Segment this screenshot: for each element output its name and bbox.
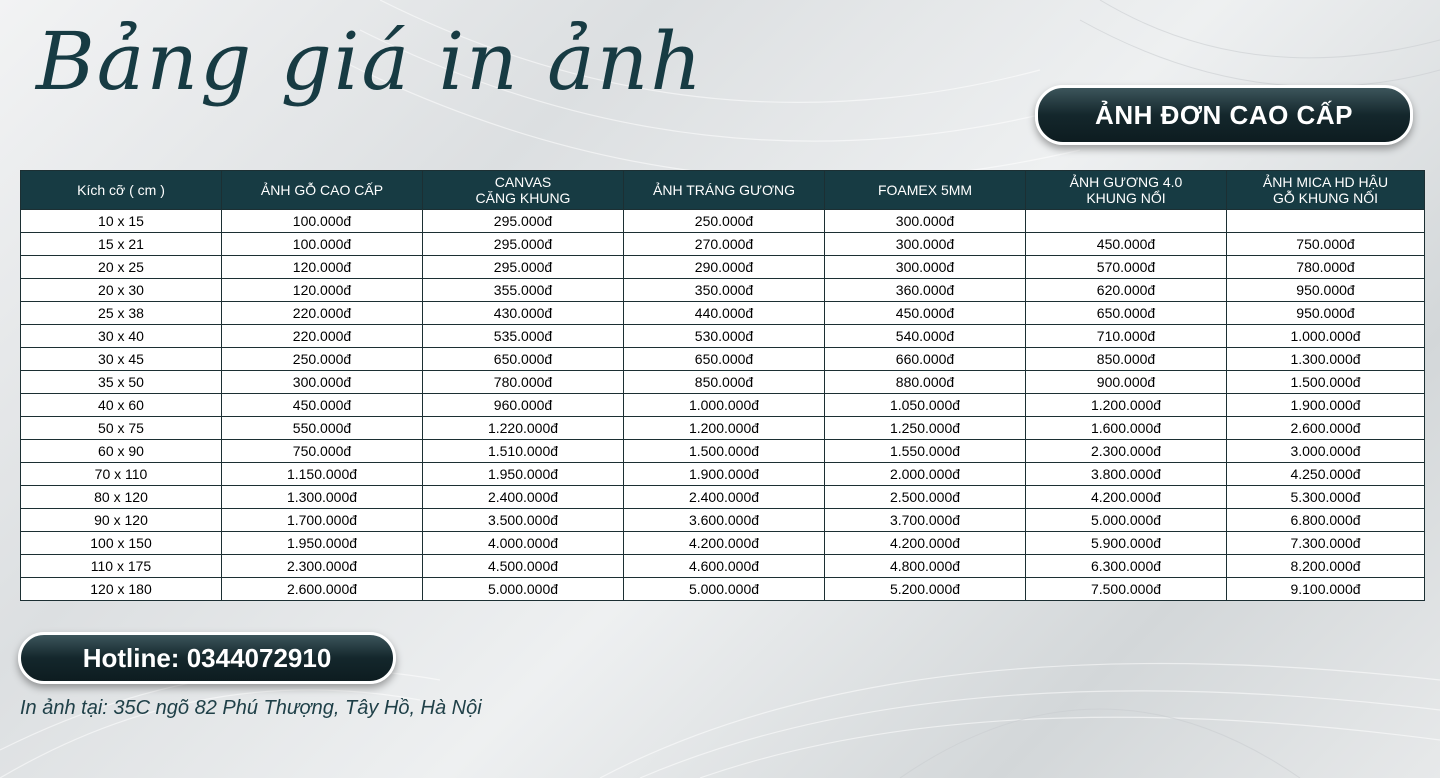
column-header-line: CANVAS [494, 174, 552, 190]
price-cell: 4.800.000đ [825, 555, 1026, 578]
price-cell: 1.300.000đ [1227, 348, 1425, 371]
table-header-row [21, 171, 1425, 210]
price-cell: 530.000đ [624, 325, 825, 348]
hotline-badge: Hotline: 0344072910 [18, 632, 396, 684]
price-cell: 950.000đ [1227, 302, 1425, 325]
price-cell: 220.000đ [222, 325, 423, 348]
price-cell: 1.250.000đ [825, 417, 1026, 440]
price-cell: 2.000.000đ [825, 463, 1026, 486]
price-cell: 7.300.000đ [1227, 532, 1425, 555]
price-cell: 360.000đ [825, 279, 1026, 302]
size-cell: 40 x 60 [21, 394, 222, 417]
size-cell: 80 x 120 [21, 486, 222, 509]
size-cell: 50 x 75 [21, 417, 222, 440]
price-cell: 1.550.000đ [825, 440, 1026, 463]
price-cell: 355.000đ [423, 279, 624, 302]
address-text: In ảnh tại: 35C ngõ 82 Phú Thượng, Tây Hồ, Hà Nội [20, 697, 482, 719]
price-cell: 7.500.000đ [1026, 578, 1227, 601]
price-cell: 9.100.000đ [1227, 578, 1425, 601]
price-cell: 3.000.000đ [1227, 440, 1425, 463]
price-cell: 100.000đ [222, 210, 423, 233]
size-cell: 110 x 175 [21, 555, 222, 578]
price-cell: 1.200.000đ [624, 417, 825, 440]
column-header [423, 171, 624, 210]
page-title: Bảng giá in ảnh [36, 15, 704, 108]
price-cell: 4.600.000đ [624, 555, 825, 578]
price-cell: 570.000đ [1026, 256, 1227, 279]
column-header-line: ẢNH GỖ CAO CẤP [260, 182, 384, 198]
price-cell: 120.000đ [222, 256, 423, 279]
price-cell: 1.000.000đ [1227, 325, 1425, 348]
price-cell: 1.600.000đ [1026, 417, 1227, 440]
price-cell [1026, 210, 1227, 233]
column-header-line: GỖ KHUNG NỔI [1272, 190, 1378, 206]
price-cell: 1.700.000đ [222, 509, 423, 532]
price-cell: 4.500.000đ [423, 555, 624, 578]
price-cell: 1.900.000đ [1227, 394, 1425, 417]
price-cell: 540.000đ [825, 325, 1026, 348]
price-cell: 4.200.000đ [624, 532, 825, 555]
price-cell: 1.900.000đ [624, 463, 825, 486]
price-cell: 960.000đ [423, 394, 624, 417]
column-header [21, 171, 222, 210]
price-cell: 6.800.000đ [1227, 509, 1425, 532]
price-cell: 5.000.000đ [423, 578, 624, 601]
price-cell: 300.000đ [825, 210, 1026, 233]
price-cell: 2.300.000đ [1026, 440, 1227, 463]
price-cell: 3.700.000đ [825, 509, 1026, 532]
table-row [21, 256, 1425, 279]
price-cell: 100.000đ [222, 233, 423, 256]
price-cell: 3.800.000đ [1026, 463, 1227, 486]
price-cell: 4.200.000đ [825, 532, 1026, 555]
price-cell: 1.510.000đ [423, 440, 624, 463]
price-cell: 3.500.000đ [423, 509, 624, 532]
price-cell: 660.000đ [825, 348, 1026, 371]
size-cell: 10 x 15 [21, 210, 222, 233]
table-row [21, 325, 1425, 348]
price-cell: 650.000đ [423, 348, 624, 371]
price-cell: 4.250.000đ [1227, 463, 1425, 486]
size-cell: 100 x 150 [21, 532, 222, 555]
size-cell: 60 x 90 [21, 440, 222, 463]
price-cell: 350.000đ [624, 279, 825, 302]
price-cell: 620.000đ [1026, 279, 1227, 302]
category-badge: ẢNH ĐƠN CAO CẤP [1035, 85, 1413, 145]
price-cell: 5.200.000đ [825, 578, 1026, 601]
table-row [21, 302, 1425, 325]
price-cell: 950.000đ [1227, 279, 1425, 302]
price-cell: 450.000đ [222, 394, 423, 417]
price-table [20, 170, 1425, 601]
price-cell: 1.000.000đ [624, 394, 825, 417]
price-cell: 5.300.000đ [1227, 486, 1425, 509]
column-header-line: ẢNH TRÁNG GƯƠNG [653, 182, 795, 198]
table-row [21, 555, 1425, 578]
size-cell: 30 x 45 [21, 348, 222, 371]
column-header-line: FOAMEX 5MM [877, 182, 973, 198]
table-row [21, 463, 1425, 486]
price-cell: 1.950.000đ [222, 532, 423, 555]
price-cell: 2.400.000đ [423, 486, 624, 509]
price-cell: 650.000đ [624, 348, 825, 371]
column-header-line: KHUNG NỔI [1086, 190, 1166, 206]
size-cell: 15 x 21 [21, 233, 222, 256]
price-cell: 440.000đ [624, 302, 825, 325]
price-cell: 450.000đ [1026, 233, 1227, 256]
table-row [21, 279, 1425, 302]
size-cell: 30 x 40 [21, 325, 222, 348]
price-cell: 220.000đ [222, 302, 423, 325]
price-cell: 850.000đ [624, 371, 825, 394]
column-header [825, 171, 1026, 210]
price-cell: 2.600.000đ [1227, 417, 1425, 440]
price-cell: 295.000đ [423, 256, 624, 279]
price-cell: 2.400.000đ [624, 486, 825, 509]
size-cell: 25 x 38 [21, 302, 222, 325]
table-row [21, 394, 1425, 417]
price-cell: 1.300.000đ [222, 486, 423, 509]
price-cell: 750.000đ [1227, 233, 1425, 256]
price-cell: 1.050.000đ [825, 394, 1026, 417]
column-header-line: CĂNG KHUNG [475, 190, 571, 206]
price-cell: 550.000đ [222, 417, 423, 440]
price-cell: 430.000đ [423, 302, 624, 325]
price-cell: 5.000.000đ [1026, 509, 1227, 532]
price-cell: 780.000đ [1227, 256, 1425, 279]
column-header-line: ẢNH MICA HD HẬU [1262, 174, 1389, 190]
column-header [1227, 171, 1425, 210]
table-row [21, 440, 1425, 463]
price-cell: 1.150.000đ [222, 463, 423, 486]
table-row [21, 509, 1425, 532]
price-cell: 4.000.000đ [423, 532, 624, 555]
price-cell: 1.950.000đ [423, 463, 624, 486]
price-cell: 1.200.000đ [1026, 394, 1227, 417]
price-cell: 270.000đ [624, 233, 825, 256]
price-cell: 880.000đ [825, 371, 1026, 394]
price-cell: 2.500.000đ [825, 486, 1026, 509]
price-cell: 5.000.000đ [624, 578, 825, 601]
price-cell: 1.500.000đ [1227, 371, 1425, 394]
table-row [21, 532, 1425, 555]
price-cell: 250.000đ [624, 210, 825, 233]
price-cell: 850.000đ [1026, 348, 1227, 371]
price-cell [1227, 210, 1425, 233]
price-cell: 8.200.000đ [1227, 555, 1425, 578]
size-cell: 35 x 50 [21, 371, 222, 394]
table-row [21, 233, 1425, 256]
table-row [21, 578, 1425, 601]
table-row [21, 371, 1425, 394]
price-cell: 650.000đ [1026, 302, 1227, 325]
price-cell: 300.000đ [222, 371, 423, 394]
size-cell: 70 x 110 [21, 463, 222, 486]
price-cell: 535.000đ [423, 325, 624, 348]
column-header-line: Kích cỡ ( cm ) [77, 182, 165, 198]
price-cell: 450.000đ [825, 302, 1026, 325]
price-cell: 710.000đ [1026, 325, 1227, 348]
column-header-line: ẢNH GƯƠNG 4.0 [1069, 174, 1183, 190]
price-cell: 295.000đ [423, 233, 624, 256]
table-row [21, 210, 1425, 233]
price-cell: 750.000đ [222, 440, 423, 463]
price-cell: 300.000đ [825, 256, 1026, 279]
table-row [21, 417, 1425, 440]
price-cell: 250.000đ [222, 348, 423, 371]
size-cell: 90 x 120 [21, 509, 222, 532]
column-header [1026, 171, 1227, 210]
price-cell: 6.300.000đ [1026, 555, 1227, 578]
price-cell: 295.000đ [423, 210, 624, 233]
size-cell: 120 x 180 [21, 578, 222, 601]
price-cell: 2.600.000đ [222, 578, 423, 601]
size-cell: 20 x 25 [21, 256, 222, 279]
price-cell: 3.600.000đ [624, 509, 825, 532]
price-cell: 900.000đ [1026, 371, 1227, 394]
price-cell: 290.000đ [624, 256, 825, 279]
price-cell: 1.500.000đ [624, 440, 825, 463]
price-cell: 2.300.000đ [222, 555, 423, 578]
price-cell: 4.200.000đ [1026, 486, 1227, 509]
table-row [21, 486, 1425, 509]
table-row [21, 348, 1425, 371]
price-cell: 780.000đ [423, 371, 624, 394]
column-header [222, 171, 423, 210]
price-cell: 120.000đ [222, 279, 423, 302]
size-cell: 20 x 30 [21, 279, 222, 302]
price-cell: 5.900.000đ [1026, 532, 1227, 555]
column-header [624, 171, 825, 210]
price-cell: 300.000đ [825, 233, 1026, 256]
price-cell: 1.220.000đ [423, 417, 624, 440]
